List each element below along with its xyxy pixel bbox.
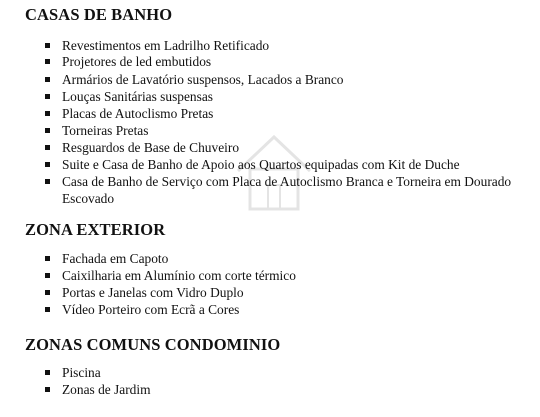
- list-item: Zonas de Jardim: [62, 381, 522, 398]
- section-heading-casas-de-banho: CASAS DE BANHO: [25, 5, 173, 24]
- list-item: Armários de Lavatório suspensos, Lacados a Branco: [62, 71, 522, 88]
- list-item: Torneiras Pretas: [62, 122, 522, 139]
- list-item: Projetores de led embutidos: [62, 53, 522, 70]
- list-item: Piscina: [62, 364, 522, 381]
- section-heading-zonas-comuns: ZONAS COMUNS CONDOMINIO: [25, 335, 281, 354]
- list-item: Placas de Autoclismo Pretas: [62, 105, 522, 122]
- list-item: Fachada em Capoto: [62, 250, 522, 267]
- list-item: Suite e Casa de Banho de Apoio aos Quartos equipadas com Kit de Duche: [62, 156, 522, 173]
- section-heading-zona-exterior: ZONA EXTERIOR: [25, 220, 166, 239]
- list-item: Resguardos de Base de Chuveiro: [62, 139, 522, 156]
- list-item: Vídeo Porteiro com Ecrã a Cores: [62, 301, 522, 318]
- list-item: Revestimentos em Ladrilho Retificado: [62, 37, 522, 54]
- list-item: Portas e Janelas com Vidro Duplo: [62, 284, 522, 301]
- list-item: Caixilharia em Alumínio com corte térmico: [62, 267, 522, 284]
- list-item: Louças Sanitárias suspensas: [62, 88, 522, 105]
- list-item: Casa de Banho de Serviço com Placa de Autoclismo Branca e Torneira em Dourado Escovado: [62, 173, 522, 207]
